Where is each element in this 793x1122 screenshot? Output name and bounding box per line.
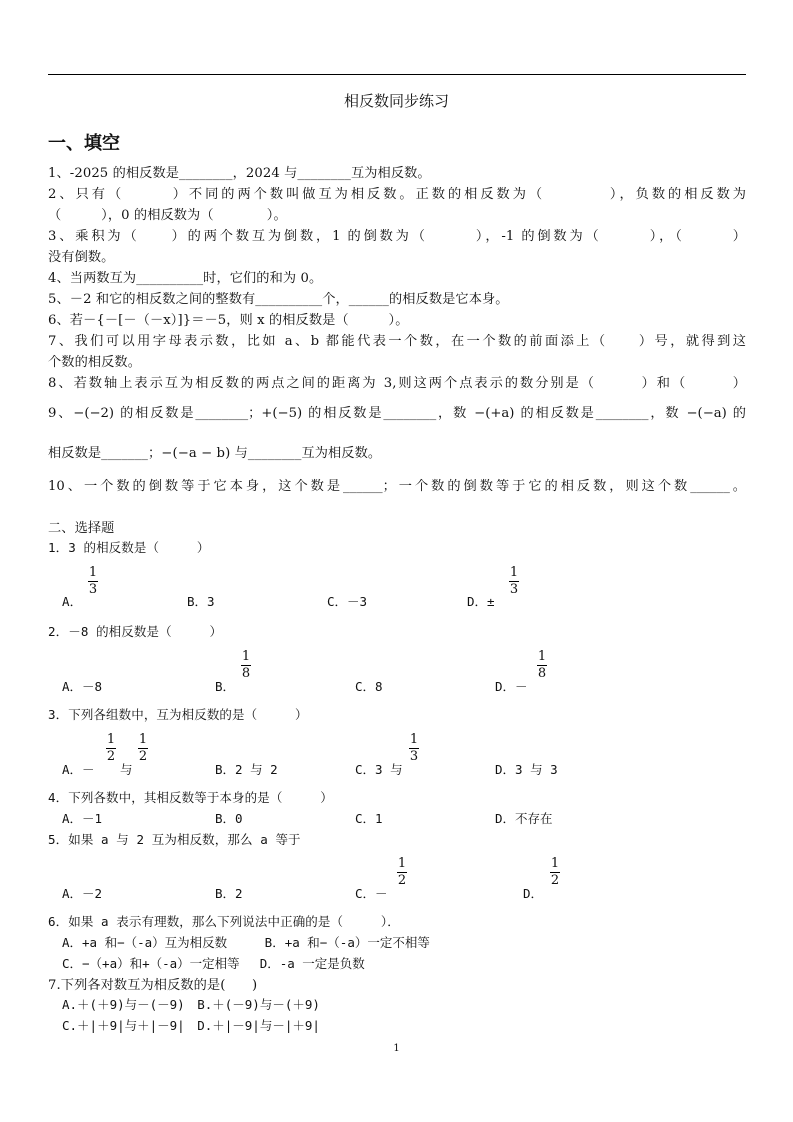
mc-q1-a-fraction: 1 3 xyxy=(88,565,98,597)
page-number: 1 xyxy=(393,1043,400,1054)
mc-q3-option-a-prefix: A．－ xyxy=(62,762,95,777)
mc-q2-b-fraction: 1 8 xyxy=(241,649,251,681)
fill-q3-line1: 3、乘积为（ ）的两个数互为倒数，1 的倒数为（ ），-1 的倒数为（ ），（ ） xyxy=(48,229,746,244)
mc-q7-stem: 7.下列各对数互为相反数的是( ) xyxy=(48,978,258,993)
mc-q1-option-a: A． xyxy=(62,594,83,609)
mc-q1-stem: 1．3 的相反数是（ ） xyxy=(48,540,210,555)
mc-q1-option-b: B．3 xyxy=(187,594,215,609)
fill-q1: 1、-2025 的相反数是________，2024 与________互为相反数。 xyxy=(48,166,431,181)
mc-q4-stem: 4．下列各数中，其相反数等于本身的是（ ） xyxy=(48,790,333,805)
fill-q9-line2: 相反数是_______；−(−a − b) 与________互为相反数。 xyxy=(48,446,382,461)
fill-q10: 10、一个数的倒数等于它本身，这个数是______；一个数的倒数等于它的相反数，则这个数______。 xyxy=(48,479,746,494)
fill-q6: 6、若－{－[－（－x）]}＝－5，则 x 的相反数是（ ）。 xyxy=(48,313,409,328)
mc-q3-option-c: C．3 与 xyxy=(355,762,403,777)
mc-q5-stem: 5．如果 a 与 2 互为相反数，那么 a 等于 xyxy=(48,832,301,847)
mc-q1-option-c: C．－3 xyxy=(327,594,368,609)
mc-q5-c-fraction: 1 2 xyxy=(397,856,407,888)
mc-q6-options-ab: A．+a 和−（-a）互为相反数 B．+a 和−（-a）一定不相等 xyxy=(62,935,430,950)
mc-q4-option-d: D．不存在 xyxy=(495,811,553,826)
fill-q5: 5、－2 和它的相反数之间的整数有__________个，______的相反数是它本身。 xyxy=(48,292,509,307)
mc-q4-option-c: C．1 xyxy=(355,811,383,826)
fill-q7-line1: 7、我们可以用字母表示数，比如 a、b 都能代表一个数，在一个数的前面添上（ ）号，就得到这 xyxy=(48,334,746,349)
mc-q3-a-fraction-2: 1 2 xyxy=(138,732,148,764)
fill-q9-line1: 9、−(−2) 的相反数是________；+(−5) 的相反数是________，数 −(+a) 的相反数是________，数 −(−a) 的 xyxy=(48,406,746,421)
mc-q3-stem: 3．下列各组数中，互为相反数的是（ ） xyxy=(48,707,308,722)
fill-q2-line1: 2、只有（ ）不同的两个数叫做互为相反数。正数的相反数为（ ），负数的相反数为 xyxy=(48,187,746,202)
mc-q2-option-b: B． xyxy=(215,679,236,694)
fill-q8: 8、若数轴上表示互为相反数的两点之间的距离为 3,则这两个点表示的数分别是（ ）和（ ） xyxy=(48,376,746,391)
mc-q2-option-d: D．－ xyxy=(495,679,528,694)
mc-q3-option-d: D．3 与 3 xyxy=(495,762,558,777)
fill-q3-line2: 没有倒数。 xyxy=(48,250,115,265)
header-rule xyxy=(48,74,746,75)
mc-q2-option-c: C．8 xyxy=(355,679,383,694)
section2-heading: 二、选择题 xyxy=(48,521,115,536)
mc-q4-option-b: B．0 xyxy=(215,811,243,826)
fill-q7-line2: 个数的相反数。 xyxy=(48,355,142,370)
mc-q5-option-b: B．2 xyxy=(215,886,243,901)
section1-heading: 一、填空 xyxy=(48,133,120,154)
mc-q1-d-fraction: 1 3 xyxy=(509,565,519,597)
mc-q3-option-b: B．2 与 2 xyxy=(215,762,278,777)
mc-q1-option-d: D．± xyxy=(467,594,495,609)
mc-q5-option-d: D． xyxy=(523,886,544,901)
mc-q3-c-fraction: 1 3 xyxy=(409,732,419,764)
fill-q2-line2: （ ），0 的相反数为（ ）。 xyxy=(48,208,287,223)
mc-q5-option-c: C．－ xyxy=(355,886,388,901)
mc-q6-options-cd: C．−（+a）和+（-a）一定相等 D．-a 一定是负数 xyxy=(62,956,365,971)
mc-q2-option-a: A．－8 xyxy=(62,679,103,694)
mc-q3-option-a-join: 与 xyxy=(120,762,133,777)
mc-q4-option-a: A．－1 xyxy=(62,811,103,826)
mc-q5-d-fraction: 1 2 xyxy=(550,856,560,888)
page-title: 相反数同步练习 xyxy=(343,92,449,110)
fill-q4: 4、当两数互为__________时，它们的和为 0。 xyxy=(48,271,323,286)
mc-q7-options-cd: C.＋|＋9|与＋|－9| D.＋|－9|与－|＋9| xyxy=(62,1018,320,1033)
mc-q2-stem: 2．－8 的相反数是（ ） xyxy=(48,624,223,639)
mc-q7-options-ab: A.＋(＋9)与－(－9) B.＋(－9)与－(＋9) xyxy=(62,997,320,1012)
mc-q2-d-fraction: 1 8 xyxy=(537,649,547,681)
mc-q6-stem: 6．如果 a 表示有理数，那么下列说法中正确的是（ ）． xyxy=(48,914,400,929)
mc-q5-option-a: A．－2 xyxy=(62,886,103,901)
mc-q3-a-fraction-1: 1 2 xyxy=(106,732,116,764)
